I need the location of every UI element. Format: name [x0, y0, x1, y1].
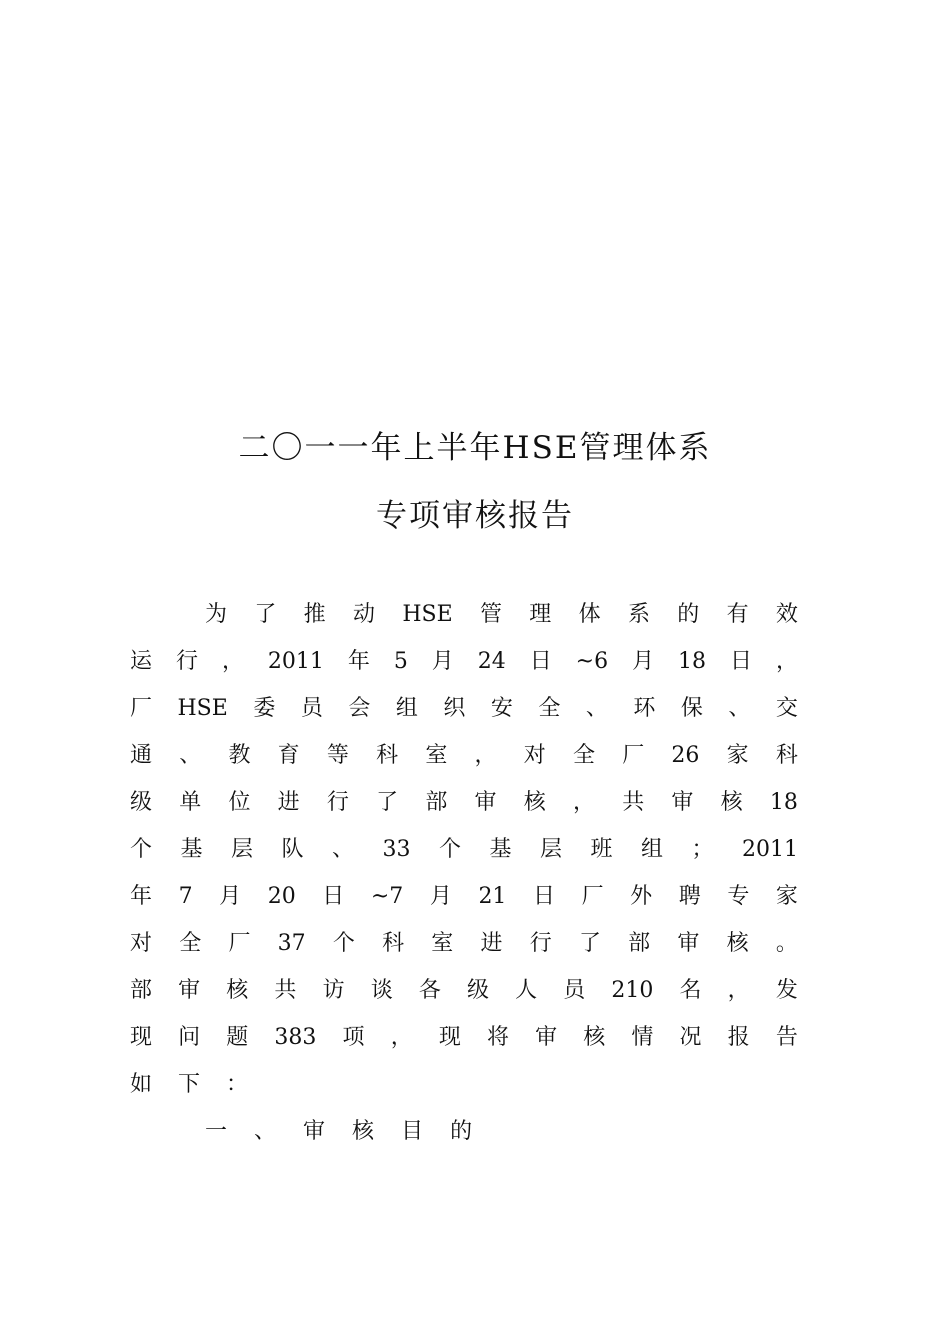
paragraph-token: 20 — [267, 884, 296, 909]
paragraph-line — [130, 685, 798, 732]
paragraph-token: 家 — [726, 743, 749, 768]
paragraph-token: 2011 — [267, 649, 324, 674]
paragraph-token: 访 — [322, 978, 345, 1003]
paragraph-token: 层 — [231, 837, 254, 862]
paragraph-token: ： — [226, 1072, 249, 1097]
document-title-line-2: 专项审核报告 — [376, 498, 574, 534]
paragraph-token: 动 — [352, 602, 375, 627]
paragraph-token: 告 — [775, 1025, 798, 1050]
paragraph-token: 如 — [130, 1072, 153, 1097]
paragraph-token: 部 — [130, 978, 153, 1003]
paragraph-token: 日 — [529, 649, 552, 674]
paragraph-token: 年 — [130, 884, 153, 909]
paragraph-line — [130, 732, 798, 779]
paragraph-token: 委 — [253, 696, 276, 721]
paragraph-token: 审 — [474, 790, 497, 815]
paragraph-token: ， — [474, 743, 497, 768]
paragraph-token: 、 — [332, 837, 355, 862]
paragraph-token: 个 — [332, 931, 355, 956]
paragraph-token: 、 — [728, 696, 751, 721]
section-heading-token: 审 — [303, 1119, 326, 1144]
section-heading-token: 的 — [450, 1119, 473, 1144]
paragraph-token: 37 — [277, 931, 306, 956]
paragraph-token: 室 — [431, 931, 454, 956]
document-title-line-1: 二〇一一年上半年HSE管理体系 — [238, 430, 712, 466]
paragraph-token: 26 — [671, 743, 700, 768]
paragraph-token: 会 — [348, 696, 371, 721]
paragraph-token: ， — [390, 1025, 413, 1050]
paragraph-token: 各 — [418, 978, 441, 1003]
paragraph-token: 聘 — [678, 884, 701, 909]
paragraph-token: 审 — [535, 1025, 558, 1050]
paragraph-token: 共 — [274, 978, 297, 1003]
paragraph-token: 体 — [578, 602, 601, 627]
paragraph-token: 下 — [178, 1072, 201, 1097]
paragraph-token: 名 — [679, 978, 702, 1003]
paragraph-line — [130, 1061, 798, 1108]
paragraph-token: 为 — [205, 602, 228, 627]
paragraph-token: 员 — [300, 696, 323, 721]
paragraph-line — [130, 591, 798, 638]
paragraph-token: 等 — [326, 743, 349, 768]
paragraph-token: 环 — [633, 696, 656, 721]
paragraph-line — [130, 779, 798, 826]
paragraph-token: 家 — [775, 884, 798, 909]
paragraph-token: 2011 — [741, 837, 798, 862]
paragraph-line — [130, 967, 798, 1014]
paragraph-line — [130, 638, 798, 685]
paragraph-token: 部 — [628, 931, 651, 956]
paragraph-token: 班 — [590, 837, 613, 862]
paragraph-token: 行 — [326, 790, 349, 815]
paragraph-line — [130, 1014, 798, 1061]
paragraph-token: 、 — [179, 743, 202, 768]
paragraph-token: 了 — [376, 790, 399, 815]
paragraph-token: 行 — [529, 931, 552, 956]
paragraph-token: 、 — [585, 696, 608, 721]
paragraph-token: 系 — [627, 602, 650, 627]
paragraph-token: 月 — [429, 884, 452, 909]
paragraph-token: 行 — [175, 649, 198, 674]
paragraph-token: 进 — [277, 790, 300, 815]
paragraph-token: 发 — [775, 978, 798, 1003]
paragraph-token: 了 — [254, 602, 277, 627]
paragraph-token: 核 — [583, 1025, 606, 1050]
paragraph-token: 核 — [523, 790, 546, 815]
paragraph-token: 教 — [228, 743, 251, 768]
paragraph-token: 保 — [680, 696, 703, 721]
paragraph-token: 专 — [727, 884, 750, 909]
paragraph-token: 员 — [563, 978, 586, 1003]
paragraph-token: 层 — [539, 837, 562, 862]
paragraph-token: 育 — [277, 743, 300, 768]
paragraph-token: 位 — [228, 790, 251, 815]
paragraph-token: 21 — [478, 884, 507, 909]
paragraph-token: 项 — [342, 1025, 365, 1050]
paragraph-token: 。 — [775, 931, 798, 956]
paragraph-token: 全 — [179, 931, 202, 956]
paragraph-token: 日 — [533, 884, 556, 909]
paragraph-token: HSE — [402, 602, 453, 627]
paragraph-token: ~7 — [370, 884, 404, 909]
paragraph-token: 个 — [438, 837, 461, 862]
paragraph-token: ， — [727, 978, 750, 1003]
paragraph-line — [130, 826, 798, 873]
paragraph-token: 月 — [219, 884, 242, 909]
section-heading-token: 、 — [254, 1119, 277, 1144]
paragraph-token: 组 — [395, 696, 418, 721]
paragraph-token: 况 — [679, 1025, 702, 1050]
paragraph-token: 运 — [130, 649, 153, 674]
paragraph-token: 问 — [178, 1025, 201, 1050]
paragraph-token: 7 — [178, 884, 193, 909]
paragraph-token: HSE — [177, 696, 228, 721]
paragraph-token: 个 — [130, 837, 153, 862]
paragraph-token: 5 — [393, 649, 408, 674]
paragraph-token: 厂 — [622, 743, 645, 768]
paragraph-token: 核 — [226, 978, 249, 1003]
paragraph-token: 科 — [775, 743, 798, 768]
paragraph-token: 24 — [477, 649, 506, 674]
section-heading-token: 一 — [205, 1119, 228, 1144]
section-heading-token: 核 — [352, 1119, 375, 1144]
paragraph-token: 月 — [431, 649, 454, 674]
paragraph-token: 的 — [677, 602, 700, 627]
paragraph-token: ； — [691, 837, 714, 862]
paragraph-token: 厂 — [130, 696, 153, 721]
paragraph-token: 18 — [678, 649, 707, 674]
paragraph-token: 厂 — [581, 884, 604, 909]
paragraph-line — [130, 920, 798, 967]
paragraph-token: 核 — [726, 931, 749, 956]
paragraph-token: ， — [775, 649, 798, 674]
paragraph-token: 全 — [538, 696, 561, 721]
paragraph-line — [130, 873, 798, 920]
paragraph-token: 全 — [572, 743, 595, 768]
paragraph-token: 织 — [443, 696, 466, 721]
paragraph-token: 基 — [489, 837, 512, 862]
paragraph-token: 报 — [727, 1025, 750, 1050]
paragraph-token: 人 — [515, 978, 538, 1003]
paragraph-token: 33 — [382, 837, 411, 862]
paragraph-token: 审 — [178, 978, 201, 1003]
section-heading — [130, 1108, 798, 1155]
paragraph-token: 理 — [529, 602, 552, 627]
paragraph-token: 单 — [179, 790, 202, 815]
section-heading-token: 目 — [401, 1119, 424, 1144]
paragraph-token: 厂 — [228, 931, 251, 956]
paragraph-token: 有 — [726, 602, 749, 627]
paragraph-token: 年 — [347, 649, 370, 674]
paragraph-token: 科 — [376, 743, 399, 768]
paragraph-token: 部 — [425, 790, 448, 815]
paragraph-token: 进 — [480, 931, 503, 956]
paragraph-token: 审 — [671, 790, 694, 815]
paragraph-token: 效 — [775, 602, 798, 627]
paragraph-token: 基 — [180, 837, 203, 862]
paragraph-token: 安 — [490, 696, 513, 721]
paragraph-token: 管 — [479, 602, 502, 627]
paragraph-token: 现 — [130, 1025, 153, 1050]
paragraph-token: 审 — [677, 931, 700, 956]
paragraph-token: 推 — [303, 602, 326, 627]
paragraph-token: 383 — [274, 1025, 317, 1050]
paragraph-token: 210 — [611, 978, 654, 1003]
paragraph-token: ， — [221, 649, 244, 674]
paragraph-token: 队 — [281, 837, 304, 862]
paragraph-token: 日 — [729, 649, 752, 674]
paragraph-token: 级 — [130, 790, 153, 815]
paragraph-token: 对 — [130, 931, 153, 956]
paragraph-token: 室 — [425, 743, 448, 768]
paragraph-token: 了 — [578, 931, 601, 956]
paragraph-token: 现 — [438, 1025, 461, 1050]
paragraph-token: 题 — [226, 1025, 249, 1050]
paragraph-token: 科 — [382, 931, 405, 956]
paragraph-token: 通 — [130, 743, 153, 768]
paragraph-token: 外 — [630, 884, 653, 909]
paragraph-token: ~6 — [575, 649, 609, 674]
paragraph-token: 18 — [769, 790, 798, 815]
paragraph-token: 共 — [622, 790, 645, 815]
paragraph-token: 谈 — [370, 978, 393, 1003]
paragraph-token: ， — [572, 790, 595, 815]
paragraph-token: 组 — [640, 837, 663, 862]
paragraph-token: 对 — [523, 743, 546, 768]
paragraph-token: 将 — [486, 1025, 509, 1050]
report-body — [130, 591, 798, 1155]
paragraph-token: 日 — [322, 884, 345, 909]
paragraph-token: 月 — [632, 649, 655, 674]
paragraph-token: 交 — [775, 696, 798, 721]
paragraph-token: 情 — [631, 1025, 654, 1050]
paragraph-token: 核 — [720, 790, 743, 815]
paragraph-token: 级 — [466, 978, 489, 1003]
